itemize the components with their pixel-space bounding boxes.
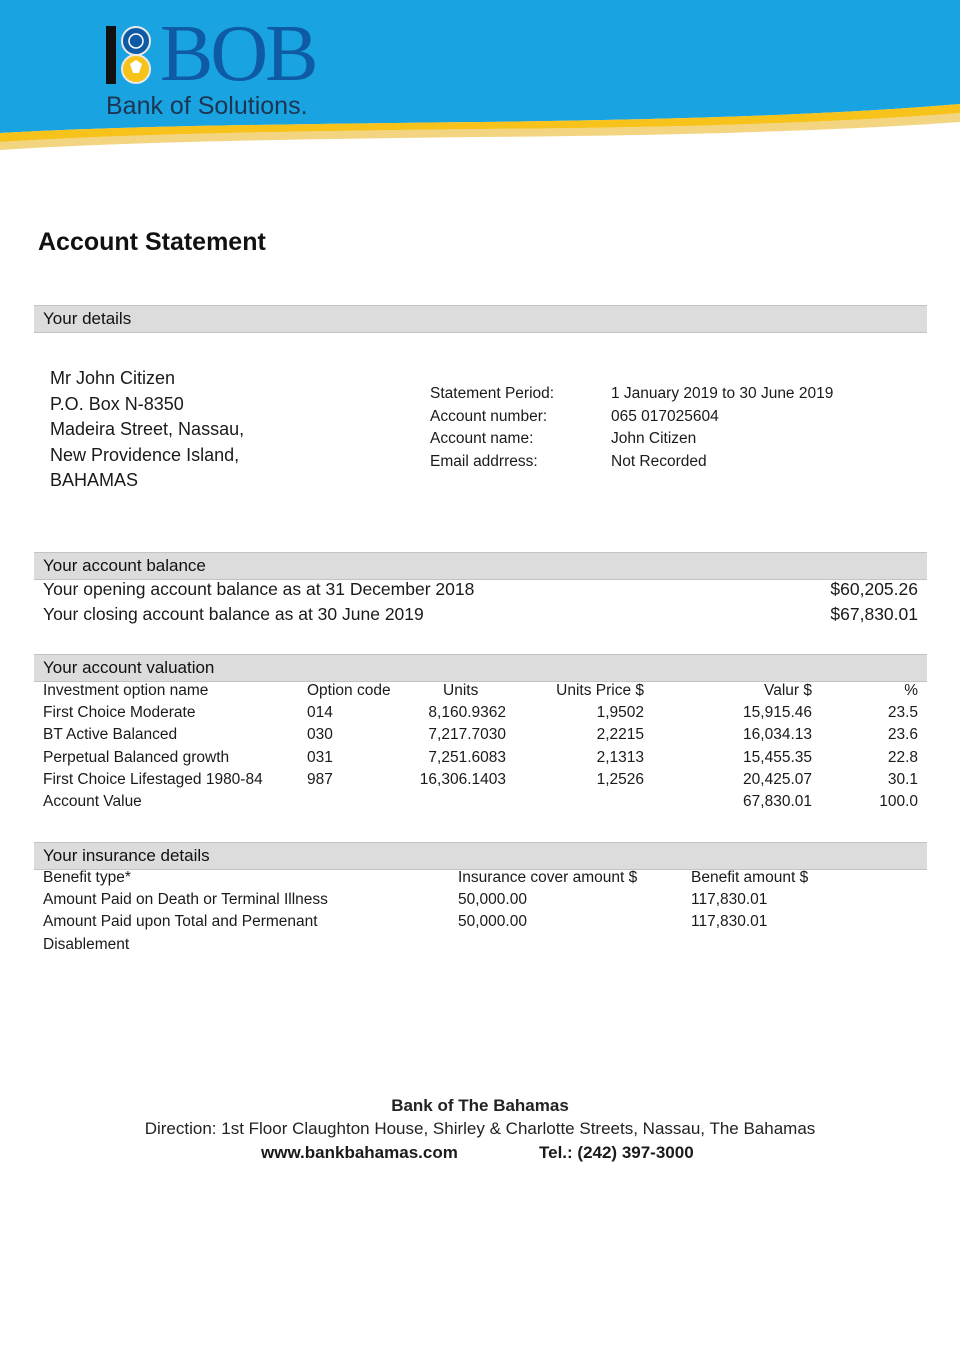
column-header: %: [904, 682, 918, 699]
bob-logo-emblem: [106, 26, 156, 84]
table-cell: 030: [307, 726, 333, 743]
column-header: Insurance cover amount $: [458, 869, 638, 886]
detail-value: Not Recorded: [611, 453, 707, 470]
address-line: Madeira Street, Nassau,: [50, 419, 245, 439]
detail-label: Account name:: [430, 430, 534, 447]
table-cell: 8,160.9362: [428, 704, 506, 721]
detail-value: 1 January 2019 to 30 June 2019: [611, 385, 834, 402]
column-header: Benefit type*: [43, 869, 131, 886]
table-cell: 2,2215: [596, 726, 644, 743]
table-cell: 2,1313: [596, 749, 644, 766]
address-line: P.O. Box N-8350: [50, 393, 184, 414]
table-cell: BT Active Balanced: [43, 726, 178, 743]
table-cell: 30.1: [887, 771, 918, 788]
address-line: BAHAMAS: [50, 470, 139, 490]
opening-balance-value: $60,205.26: [830, 579, 918, 599]
detail-value: John Citizen: [611, 430, 697, 447]
bank-tagline: Bank of Solutions.: [106, 92, 308, 120]
benefit-type: Amount Paid upon Total and Permenant: [43, 913, 318, 930]
detail-label: Email addrress:: [430, 453, 538, 470]
column-header: Valur $: [764, 682, 812, 699]
table-cell: 16,306.1403: [419, 771, 506, 788]
account-value-label: Account Value: [43, 793, 142, 810]
table-cell: 15,455.35: [743, 749, 812, 766]
footer-website-link[interactable]: www.bankbahamas.com: [261, 1143, 458, 1162]
table-cell: 7,251.6083: [428, 749, 506, 766]
table-cell: 22.8: [887, 749, 918, 766]
closing-balance-label: Your closing account balance as at 30 June 2019: [43, 604, 424, 624]
cover-amount: 50,000.00: [458, 891, 527, 908]
benefit-type: Amount Paid on Death or Terminal Illness: [43, 891, 328, 908]
detail-label: Statement Period:: [430, 385, 555, 402]
table-cell: First Choice Moderate: [43, 704, 196, 721]
table-cell: 16,034.13: [743, 726, 812, 743]
address-line: Mr John Citizen: [50, 368, 176, 388]
column-header: Investment option name: [43, 682, 209, 699]
benefit-type-continued: Disablement: [43, 936, 130, 953]
column-header: Option code: [307, 682, 391, 699]
table-cell: 23.6: [887, 726, 918, 743]
benefit-amount: 117,830.01: [691, 891, 768, 908]
table-cell: First Choice Lifestaged 1980-84: [43, 771, 263, 788]
opening-balance-label: Your opening account balance as at 31 December 2018: [43, 579, 475, 599]
table-cell: 1,9502: [596, 704, 644, 721]
column-header: Units: [443, 682, 479, 699]
cover-amount: 50,000.00: [458, 913, 527, 930]
address-line: New Providence Island,: [50, 444, 240, 465]
bob-logo-text: BOB: [160, 10, 316, 98]
account-value-percent: 100.0: [879, 793, 918, 810]
section-title: Your account balance: [43, 556, 206, 575]
table-cell: 031: [307, 749, 333, 766]
footer-phone: Tel.: (242) 397-3000: [539, 1143, 694, 1162]
section-title: Your insurance details: [43, 846, 210, 865]
table-cell: 987: [307, 771, 333, 788]
section-header-insurance: [34, 842, 927, 870]
header-banner: [0, 0, 960, 170]
section-header-balance: [34, 552, 927, 580]
table-cell: 20,425.07: [743, 771, 812, 788]
table-cell: Perpetual Balanced growth: [43, 749, 230, 766]
table-cell: 014: [307, 704, 333, 721]
section-title: Your details: [43, 309, 132, 328]
closing-balance-value: $67,830.01: [830, 604, 918, 624]
footer-address: Direction: 1st Floor Claughton House, Shirley & Charlotte Streets, Nassau, The Bahamas: [144, 1119, 816, 1138]
section-title: Your account valuation: [43, 658, 215, 677]
column-header: Benefit amount $: [691, 869, 809, 886]
section-header-valuation: [34, 654, 927, 682]
table-cell: 15,915.46: [743, 704, 812, 721]
page-title: Account Statement: [38, 228, 266, 256]
customer-address: [50, 366, 244, 494]
account-value-amount: 67,830.01: [743, 793, 812, 810]
table-cell: 23.5: [887, 704, 918, 721]
table-cell: 1,2526: [596, 771, 644, 788]
column-header: Units Price $: [556, 682, 644, 699]
benefit-amount: 117,830.01: [691, 913, 768, 930]
detail-value: 065 017025604: [611, 408, 719, 425]
detail-label: Account number:: [430, 408, 548, 425]
section-header-details: [34, 305, 927, 333]
footer-bank-name: Bank of The Bahamas: [391, 1096, 569, 1115]
table-cell: 7,217.7030: [428, 726, 506, 743]
